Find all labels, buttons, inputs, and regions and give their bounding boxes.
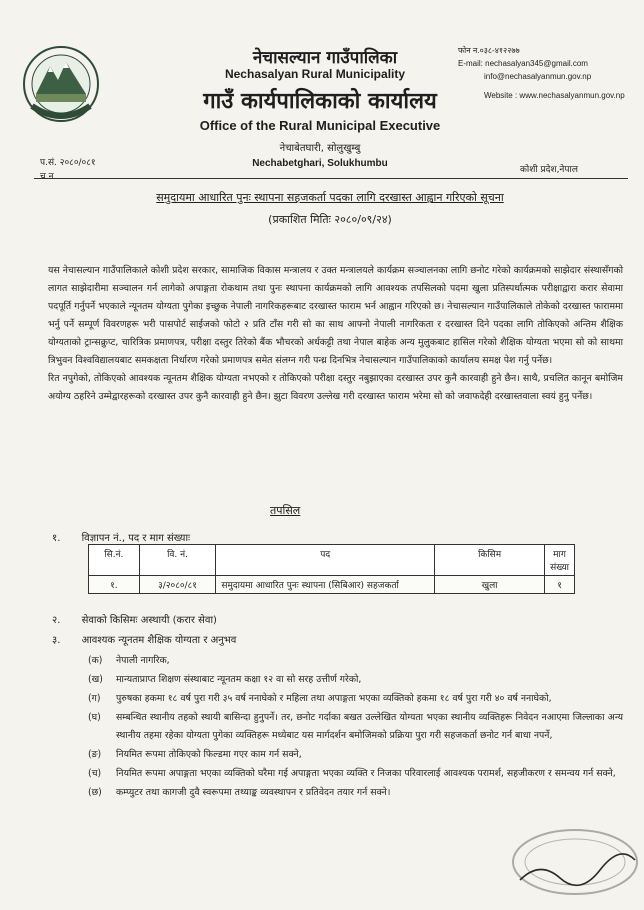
address-np: नेचाबेतघारी, सोलुखुम्बु — [279, 143, 361, 154]
section-3 — [52, 632, 236, 646]
notice-title: समुदायमा आधारित पुनः स्थापना सहजकर्ता पदका लागि दरखास्त आह्वान गरिएको सूचना — [156, 191, 504, 204]
municipality-name-np: नेचासल्यान गाउँपालिका — [252, 48, 398, 68]
cell-post: समुदायमा आधारित पुनः स्थापना (सिबिआर) सहजकर्ता — [216, 576, 435, 594]
list-marker: (क) — [88, 655, 103, 666]
list-text: मान्यताप्राप्त शिक्षण संस्थाबाट न्यूनतम कक्षा १२ वा सो सरह उत्तीर्ण गरेको, — [116, 674, 362, 685]
list-item — [88, 765, 623, 783]
municipality-logo — [22, 44, 100, 128]
reference-number: प.सं. २०८०/०८१ — [40, 158, 96, 168]
contact-block — [458, 44, 638, 102]
col-demand: माग संख्या — [545, 545, 575, 576]
notice-paragraph-2: रित नपुगेको, तोकिएको आवश्यक न्यूनतम शैक्षिक योग्यता नभएको र तोकिएको परीक्षा दस्तुर नबुझाएका दरखास्त उपर कुनै कारवाही हुने छैन। साथै, प्रचलित कानून बमोजिम अयोग्य ठहरिने उम्मेद्वारहरूको दरखास्त उपर कुनै कारवाही हुने छैन। झुटा विवरण उल्लेख गरी दरखास्त फाराम भरेमा सो को जवाफदेही दरखास्तवाला स्वयं हुनु पर्नेछ। — [48, 373, 623, 402]
cell-serial: १. — [89, 576, 140, 594]
list-marker: (ग) — [88, 693, 101, 704]
col-type: किसिम — [435, 545, 545, 576]
list-marker: (घ) — [88, 712, 101, 723]
notice-paragraph-1: यस नेचासल्यान गाउँपालिकाले कोशी प्रदेश सरकार, सामाजिक विकास मन्त्रालय र उक्त मन्त्रालयले कार्यक्रम सञ्चालनका लागि छनोट गरेको कार्यक्रमको साझेदार संस्थासँगको लागत साझेदारीमा सञ्चालन गर्न लागेको अपाङ्गता रोकथाम तथा पुनः स्थापना कार्यक्रमको लागि आवश्यक तपसिलको पदमा खुला प्रतिस्पर्धात्मक परीक्षाद्वारा करार सेवामा पदपूर्ति गर्नुपर्ने भएकाले न्यूनतम योग्यता पुगेका इच्छुक नेपाली नागरिकहरूबाट दरखास्त फाराम भर्न आह्वान गरिएको छ। नेचासल्यान गाउँपालिकाले तोकेको दरखास्त फाराममा भर्नु पर्ने सम्पूर्ण विवरणहरू भरी पासपोर्ट साईजको फोटो २ प्रति टाँस गरी सो का साथ आफ्नो नेपाली नागरिकता र दरखास्त दिने पदका लागि तोकिएको अन्तिम शैक्षिक योग्यताको ट्रान्सक्रुप्ट, चारित्रिक प्रमाणपत्र, परीक्षा दस्तुर तिरेको बैंक भौचरको अर्धकट्टी तथा नेपाल बाहेक अन्य मुलुकबाट हासिल गरेको शैक्षिक योग्यता भएमा सो को साथमा त्रिभुवन विश्वविद्यालयबाट समकक्षता निर्धारण गरेको प्रमाणपत्र समेत संलग्न गरी पन्ध्र दिनभित्र नेचासल्यान गाउँपालिकाको कार्यालय समक्ष पेश गर्नु पर्नेछ। — [48, 265, 623, 366]
list-item — [88, 690, 623, 708]
email-secondary: info@nechasalyanmun.gov.np — [484, 72, 592, 81]
list-marker: (ख) — [88, 674, 103, 685]
website: Website : www.nechasalyanmun.gov.np — [484, 91, 625, 100]
official-stamp — [500, 820, 644, 900]
col-serial: सि.नं. — [89, 545, 140, 576]
details-heading: तपसिल — [270, 504, 301, 517]
section-1-number: १. — [52, 533, 61, 544]
dispatch-number: च.न — [40, 172, 54, 182]
qualification-list — [88, 652, 623, 803]
list-text: नेपाली नागरिक, — [116, 655, 170, 666]
reference-block — [40, 156, 96, 184]
table-header-row — [89, 545, 575, 576]
section-1 — [52, 530, 190, 544]
cell-demand: १ — [545, 576, 575, 594]
list-text: नियमित रूपमा अपाङ्गता भएका व्यक्तिको घरैमा गई अपाङ्गता भएका व्यक्ति र निजका परिवारलाई आवश्यक परामर्श, सहजीकरण र समन्वय गर्न सक्ने, — [116, 768, 616, 779]
list-text: पुरुषका हकमा १८ वर्ष पुरा गरी ३५ वर्ष ननाघेको र महिला तथा अपाङ्गता भएका व्यक्तिको हकमा १८ वर्ष पुरा गरी ४० वर्ष ननाघेको, — [116, 693, 552, 704]
list-item — [88, 784, 623, 802]
list-text: कम्प्युटर तथा कागजी दुवै स्वरूपमा तथ्याङ्क व्यवस्थापन र प्रतिवेदन तयार गर्न सक्ने। — [116, 787, 391, 798]
office-name-en: Office of the Rural Municipal Executive — [199, 118, 441, 133]
list-item — [88, 746, 623, 764]
cell-ad-number: ३/२०८०/८१ — [139, 576, 216, 594]
cell-type: खुला — [435, 576, 545, 594]
section-2 — [52, 612, 217, 626]
section-3-number: ३. — [52, 635, 61, 646]
email-primary: E-mail: nechasalyan345@gmail.com — [458, 59, 588, 68]
section-3-label: आवश्यक न्यूनतम शैक्षिक योग्यता र अनुभव — [81, 635, 237, 646]
phone-number: फोन न.०३८-४१२२७७ — [458, 46, 520, 55]
list-item — [88, 709, 623, 745]
office-name-np: गाउँ कार्यपालिकाको कार्यालय — [203, 89, 437, 114]
list-text: सम्बन्धित स्थानीय तहको स्थायी बासिन्दा हुनुपर्ने। तर, छनोट गर्दाका बखत उल्लेखित योग्यता भएका स्थानीय व्यक्तिहरू निवेदन नआएमा जिल्लाका अन्य स्थानीय तहमा रहेका योग्यता पुगेका व्यक्तिहरू मध्येबाट यस मार्गदर्शन बमोजिमको प्रक्रिया पुरा गरी सहजकर्ता छनोट गर्न बाधा नपर्ने, — [116, 712, 623, 741]
municipality-name-en: Nechasalyan Rural Municipality — [224, 67, 406, 81]
header-divider — [34, 178, 628, 179]
list-marker: (ङ) — [88, 749, 102, 760]
col-ad-number: वि. नं. — [139, 545, 216, 576]
col-post: पद — [216, 545, 435, 576]
list-marker: (च) — [88, 768, 102, 779]
section-1-label: विज्ञापन नं., पद र माग संख्याः — [81, 533, 191, 544]
vacancy-table — [88, 544, 575, 594]
list-marker: (छ) — [88, 787, 102, 798]
table-row — [89, 576, 575, 594]
section-2-number: २. — [52, 615, 61, 626]
publish-date: (प्रकाशित मितिः २०८०/०९/२४) — [268, 213, 392, 226]
address-en: Nechabetghari, Solukhumbu — [252, 158, 388, 169]
list-item — [88, 652, 623, 670]
province-label: कोशी प्रदेश,नेपाल — [520, 165, 578, 175]
notice-body — [48, 262, 623, 406]
list-item — [88, 671, 623, 689]
section-2-label: सेवाको किसिमः अस्थायी (करार सेवा) — [81, 615, 217, 626]
list-text: नियमित रूपमा तोकिएको फिल्डमा गएर काम गर्न सक्ने, — [116, 749, 302, 760]
